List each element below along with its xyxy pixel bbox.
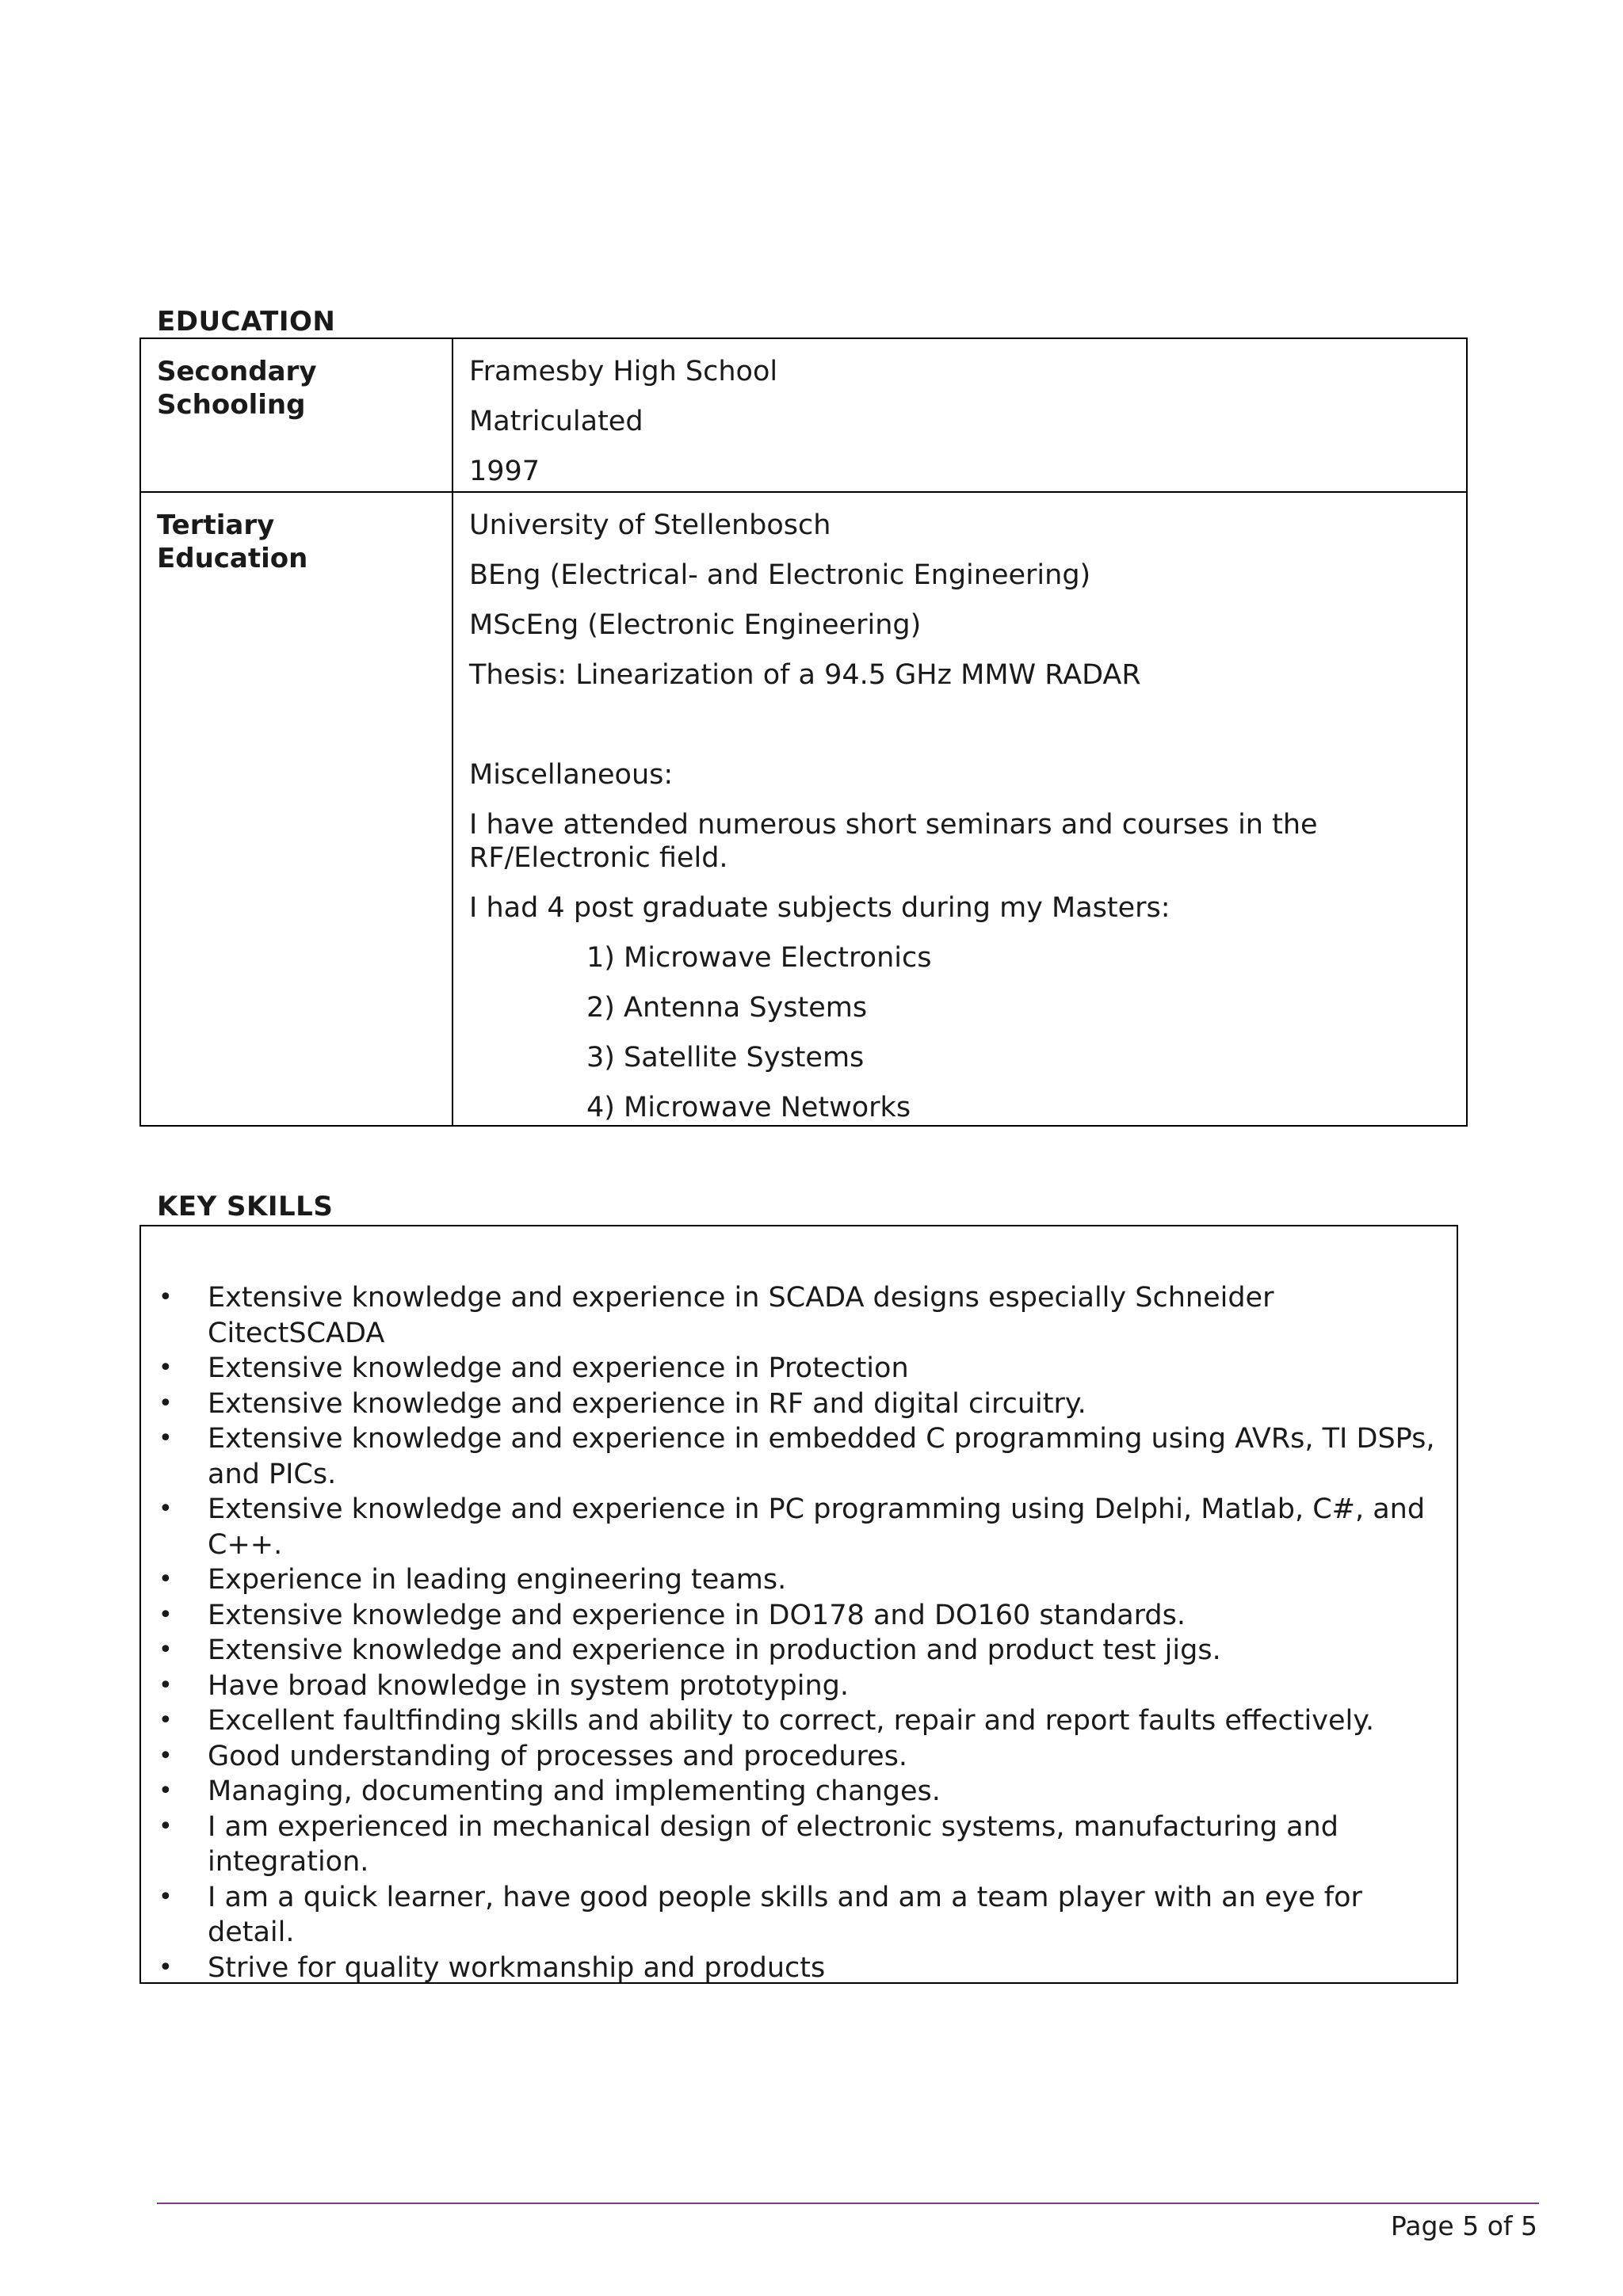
- bullet-icon: •: [158, 1671, 173, 1699]
- skill-item: [141, 1739, 1457, 1775]
- skill-item: [141, 1280, 1457, 1351]
- skill-item: [141, 1703, 1457, 1739]
- skill-line: Strive for quality workmanship and products: [208, 1951, 826, 1984]
- bullet-icon: •: [158, 1812, 173, 1840]
- school-name: Framesby High School: [469, 356, 778, 387]
- skill-item: [141, 1633, 1457, 1669]
- bullet-icon: •: [158, 1777, 173, 1805]
- skill-line: CitectSCADA: [208, 1317, 385, 1349]
- bullet-icon: •: [158, 1283, 173, 1311]
- education-label-secondary: [141, 339, 453, 491]
- bullet-icon: •: [158, 1354, 173, 1382]
- skill-line: and PICs.: [208, 1458, 337, 1490]
- skill-line: Extensive knowledge and experience in RF and digital circuitry.: [208, 1387, 1086, 1420]
- subject-item: 2) Antenna Systems: [586, 992, 868, 1024]
- skill-line: Extensive knowledge and experience in DO178 and DO160 standards.: [208, 1599, 1186, 1631]
- skill-item: [141, 1880, 1457, 1951]
- subject-item: 4) Microwave Networks: [586, 1092, 911, 1123]
- skill-line: C++.: [208, 1528, 283, 1561]
- education-row-tertiary: [141, 491, 1466, 1125]
- key-skills-heading: KEY SKILLS: [157, 1191, 334, 1222]
- bullet-icon: •: [158, 1425, 173, 1452]
- skill-line: detail.: [208, 1917, 295, 1948]
- misc-label: Miscellaneous:: [469, 759, 674, 791]
- subjects-intro: I had 4 post graduate subjects during my Masters:: [469, 892, 1170, 924]
- misc-text-line: I have attended numerous short seminars and courses in the: [469, 809, 1318, 841]
- key-skills-box: [139, 1225, 1458, 1984]
- degree-beng: BEng (Electrical- and Electronic Engineering): [469, 559, 1091, 591]
- page-number: Page 5 of 5: [1390, 2210, 1537, 2241]
- skill-line: Managing, documenting and implementing changes.: [208, 1775, 941, 1807]
- education-heading: EDUCATION: [157, 306, 336, 338]
- skill-line: Have broad knowledge in system prototyping.: [208, 1669, 849, 1702]
- school-year: 1997: [469, 456, 540, 487]
- degree-msceng: MScEng (Electronic Engineering): [469, 609, 922, 641]
- skill-line: I am a quick learner, have good people skills and am a team player with an eye for: [208, 1881, 1362, 1913]
- subject-item: 1) Microwave Electronics: [586, 942, 932, 974]
- skill-item: [141, 1351, 1457, 1386]
- university-name: University of Stellenbosch: [469, 509, 831, 541]
- skill-line: Extensive knowledge and experience in SCADA designs especially Schneider: [208, 1282, 1274, 1314]
- skill-item: [141, 1492, 1457, 1562]
- skill-item: [141, 1421, 1457, 1492]
- spacer: [469, 708, 1466, 758]
- skill-line: Excellent faultfinding skills and ability to correct, repair and report faults effectively.: [208, 1705, 1375, 1737]
- label-line: Schooling: [157, 389, 306, 421]
- skill-item: [141, 1386, 1457, 1422]
- misc-text: [469, 808, 1466, 891]
- education-content-tertiary: [453, 493, 1466, 1125]
- skill-line: integration.: [208, 1846, 369, 1878]
- thesis-title: Thesis: Linearization of a 94.5 GHz MMW RADAR: [469, 659, 1141, 691]
- skill-line: Extensive knowledge and experience in PC programming using Delphi, Matlab, C#, and: [208, 1493, 1426, 1525]
- skill-line: Experience in leading engineering teams.: [208, 1564, 787, 1596]
- bullet-icon: •: [158, 1707, 173, 1734]
- skill-item: [141, 1669, 1457, 1704]
- skill-line: Extensive knowledge and experience in embedded C programming using AVRs, TI DSPs,: [208, 1423, 1435, 1455]
- bullet-icon: •: [158, 1389, 173, 1417]
- skill-item: [141, 1774, 1457, 1810]
- bullet-icon: •: [158, 1566, 173, 1593]
- bullet-icon: •: [158, 1600, 173, 1629]
- education-content-secondary: [453, 339, 1466, 491]
- bullet-icon: •: [158, 1741, 173, 1770]
- bullet-icon: •: [158, 1636, 173, 1664]
- label-line: Tertiary: [157, 509, 275, 541]
- school-qualification: Matriculated: [469, 406, 643, 437]
- skill-line: Extensive knowledge and experience in production and product test jigs.: [208, 1634, 1221, 1666]
- footer-divider: [157, 2203, 1539, 2204]
- skill-line: I am experienced in mechanical design of electronic systems, manufacturing and: [208, 1810, 1338, 1843]
- skill-item: [141, 1951, 1457, 1986]
- skill-line: Good understanding of processes and procedures.: [208, 1740, 908, 1772]
- skill-line: Extensive knowledge and experience in Protection: [208, 1352, 909, 1384]
- education-row-secondary: [141, 339, 1466, 491]
- skill-item: [141, 1598, 1457, 1634]
- bullet-icon: •: [158, 1953, 173, 1981]
- subject-item: 3) Satellite Systems: [586, 1042, 865, 1074]
- label-line: Education: [157, 543, 308, 574]
- skill-item: [141, 1810, 1457, 1880]
- label-line: Secondary: [157, 356, 317, 387]
- education-label-tertiary: [141, 493, 453, 1125]
- education-table: [139, 338, 1468, 1127]
- bullet-icon: •: [158, 1495, 173, 1523]
- skill-item: [141, 1562, 1457, 1598]
- bullet-icon: •: [158, 1882, 173, 1911]
- misc-text-line: RF/Electronic field.: [469, 842, 728, 874]
